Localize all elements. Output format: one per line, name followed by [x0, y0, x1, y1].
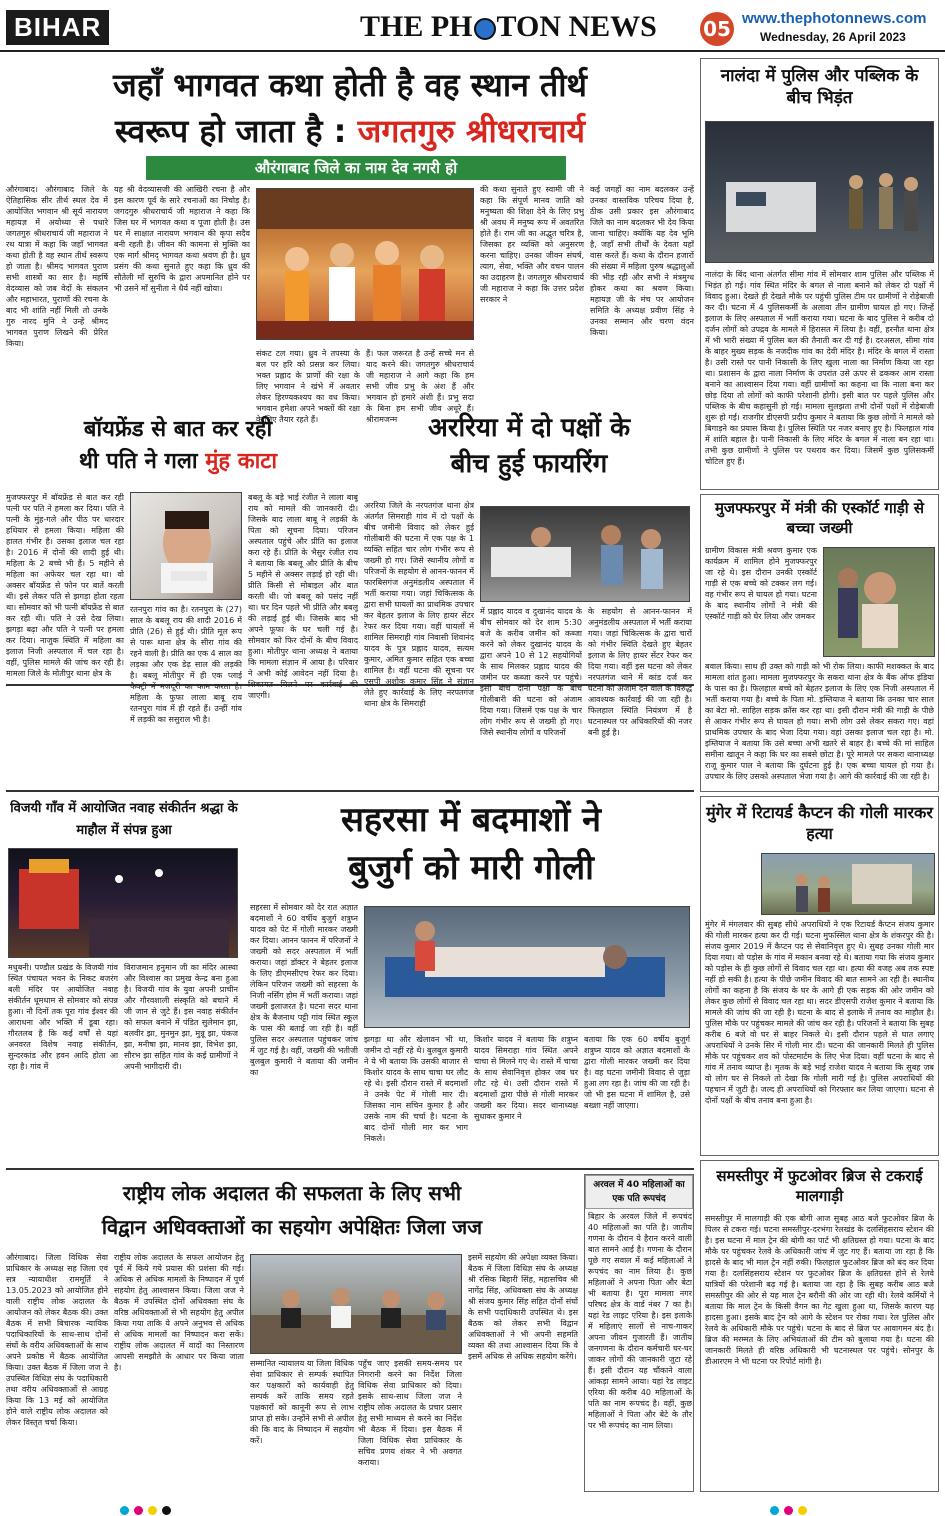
- lead-headline-prefix: स्वरूप हो जाता है :: [114, 112, 358, 150]
- saharsa-photo: [364, 906, 690, 1028]
- lead-headline-line2: [6, 108, 694, 154]
- nalanda-photo: [705, 121, 934, 263]
- saharsa-col-2: झगड़ा था और खेलावन भी था, जमीन दो नहीं रहे थे। बुलबुल कुमारी ने ये भी बताया कि उसकी बाजार से किशोर यादव के साथ चाचा घर लौट रहे थे। इसी दौरान रास्ते में बदमाशों ने उनके पेट में गोली मार दी। जिसका नाम सचिन कुमार है और उसके नाम की चर्चा है। घटना के बाद दोनों गोली मार कर भाग निकले।: [364, 1035, 468, 1143]
- lead-col-2: यह श्री वेदव्यासजी की आखिरी रचना है और इस कारण पूर्व के सारे रचनाओं का निचोड़ है। जगदगुरु श्रीधराचार्य जी महाराज ने कहा कि जिस घर में भागवत कथा व पूजा होती है। उस घर में साक्षात नारायण भगवान की कृपा सदैव बनी रहती है। जीवन की कामना से मुक्ति का एक मार्ग श्रीमद् भागवत कथा श्रवण ही है। ध्रुव प्रसंग की कथा सुनाते हुए कहा कि ध्रुव की सौतेली माँ सुरुचि के द्वारा अपमानित होने पर भी उसने माँ सुनीता ने धैर्य नहीं खोया।: [114, 185, 250, 293]
- araria-headline: [364, 410, 694, 482]
- divider: [6, 790, 694, 792]
- arwal-body: बिहार के अरवल जिले में रूपचंद 40 महिलाओं का पति है। जातीय गणना के दौरान ये हैरान करने वाली बात सामने आई है। गणना के दौरान पूछे गए सवाल में कई महिलाओं ने रूपचंद का नाम लिया है। कुछ महिलाओं ने अपना पिता और बेटा भी बताया है। पूरा मामला नगर परिषद क्षेत्र के वार्ड नंबर 7 का है। यहां रेड लाइट एरिया है। इस इलाके में महिलाएं सालों से नाच-गाकर अपना जीवन गुजारती हैं। जातीय जनगणना के दौरान कर्मचारी घर-घर जाकर लोगों की जानकारी जुटा रहे हैं। इसी दौरान यह चौंकाने वाला आंकड़ा सामने आया। यहां रेड लाइट एरिया की करीब 40 महिलाओं के पति का नाम रूपचंद है। वहीं, कुछ महिलाओं ने पिता और बेटे के तौर पर भी रूपचंद का नाम लिया।: [588, 1212, 692, 1430]
- lok-adalat-headline-line1: राष्ट्रीय लोक अदालत की सफलता के लिए सभी: [122, 1181, 462, 1205]
- section-label: BIHAR: [6, 10, 109, 45]
- page-number: 05: [700, 12, 734, 46]
- color-mark: [770, 1506, 779, 1515]
- lok-adalat-col-1: औरंगाबाद। जिला विधिक सेवा प्राधिकार के अध्यक्ष सह जिला एवं सत्र न्यायाधीश राममूर्ति ने 13.05.2023 को आयोजित होने वाली राष्ट्रीय लोक अदालत के आयोजन को लेकर बैठक की। उक्त बैठक में सभी बिचारक न्यायिक पदाधिकारियों के साथ-साथ दोनों संघों के वरीय अधिवक्ताओं के साथ अपने प्रकोष्ठ में बैठक आयोजित किया। उक्त बैठक में जिला जज ने उपस्थित विधिज्ञ संघ के पदाधिकारी तथा वरीय अधिवक्ताओं से आग्रह किया कि 13 मई को आयोजित होने वाले राष्ट्रीय लोक अदालत को लेकर विस्तृत चर्चा किया।: [6, 1253, 108, 1427]
- munger-intro: [705, 853, 757, 915]
- saharsa-headline-line2: बुजुर्ग को मारी गोली: [348, 848, 594, 888]
- vijayi-photo-art: [9, 849, 238, 958]
- vijayi-col-1: मधुबनी। पण्डौल प्रखंड के विजयी गांव स्थित पंचायत भवन के निकट बजरंग बली मंदिर पर आयोजित नवाह संकीर्तन धूमधाम से सोमवार को संपन्न हुआ। नौ दिनों तक पूरा गांव ईश्वर की आराधना और भक्ति में डूबा रहा। गौरतलब है कि कई वर्षों से यहां अनवरत विशेष नवाह संकीर्तन, सुन्दरकांड और हवन आदि होता आ रहा है। गांव में: [8, 963, 118, 1071]
- lead-col-6: कई जगहों का नाम बदलकर उन्हें उनका वास्तविक परिचय दिया है, ठीक उसी प्रकार इस औरंगाबाद जिले का नाम बदलकर भी देव किया जाना चाहिए। क्योंकि यह देव भूमि है, जहाँ सभी तीर्थों के देवता यहाँ वास करते हैं। कथा के दौरान हजारों की संख्या में महिला पुरुष श्रद्धालुओं की भीड़ रही और सभी ने मंत्रमुग्ध होकर कथा का श्रवण किया। महायज्ञ जी के मंच पर आयोजन समिति के अध्यक्ष प्रवीण सिंह ने उनका सम्मान और चरण वंदन किया।: [590, 185, 694, 337]
- arwal-title: अरवल में 40 महिलाओं का एक पति रूपचंद: [585, 1175, 693, 1209]
- boyfriend-headline-line1: बॉयफ्रेंड से बात कर रही: [83, 417, 273, 442]
- issue-date: Wednesday, 26 April 2023: [760, 30, 906, 44]
- globe-icon: [474, 18, 496, 40]
- munger-story: [700, 796, 939, 1156]
- lead-col-3: संकट टल गया। ध्रुव ने तपस्या के बल पर हरि को प्रसन्न कर लिया। भक्त प्रह्लाद के प्राणों की रक्षा के लिए भगवान ने खंभे में अवतार लेकर हिरण्यकश्यप का वध किया। भगवान हमेशा अपने भक्तों की रक्षा के लिए तैयार रहते हैं।: [256, 349, 360, 424]
- boyfriend-col-1: मुजफ्फरपुर में बॉयफ्रेंड से बात कर रही पत्नी पर पति ने हमला कर दिया। पति ने पत्नी के मुंह-गले और पीठ पर धारदार हथियार से हमला किया। महिला की हालत गंभीर है। उसका इलाज चल रहा है। 2016 में दोनों की शादी हुई थी। महिला के 2 बच्चे भी हैं। 5 महीने से महिला का अफेयर चल रहा था। वो अक्सर बॉयफ्रेंड से फोन पर बातें करती थी। इसे लेकर पति से झगड़ा होता रहता था। सोमवार को भी पत्नी बॉयफ्रेंड से बात कर रही थी। पति ने उसे देख लिया। झगड़ा बढ़ा और पति ने पत्नी पर हमला कर दिया। नाजुक स्थिति में महिला का इलाज निजी अस्पताल में चल रहा है। वहीं, पुलिस मामले की जांच कर रही है। मामला जिले के मोतीपुर थाना क्षेत्र के: [6, 493, 124, 678]
- lok-adalat-photo-art: [251, 1255, 462, 1354]
- araria-headline-line1: अररिया में दो पक्षों के: [427, 413, 631, 443]
- saharsa-headline: [248, 796, 694, 892]
- masthead-left: THE PH: [360, 10, 473, 43]
- boyfriend-story: [6, 410, 350, 490]
- color-mark: [148, 1506, 157, 1515]
- muzaffarpur-photo-art: [824, 548, 935, 657]
- color-mark: [120, 1506, 129, 1515]
- color-mark: [784, 1506, 793, 1515]
- boyfriend-photo-art: [131, 493, 242, 600]
- arwal-story: [584, 1174, 694, 1492]
- boyfriend-col-2: रतनपुरा गांव का है। रतनपुरा के (27) साल के बबलू राय की शादी 2016 में प्रीति (26) से हुई थी। प्रीति मूल रूप से पारू थाना क्षेत्र के सीरा गांव की रहने वाली है। प्रीति का एक 4 साल का लड़का और एक डेढ़ साल की लड़की है। बबलू मोतीपुर में ही एक प्लाई फैक्ट्री में मजदूरी का काम करता है। महिला के फुफा लाला बाबू राय रतनपुरा गांव में ही रहते हैं। उन्हीं गांव में लड़की का ससुराल भी है।: [130, 605, 242, 724]
- lead-col-4: हैं। फल जरूरत है उन्हें सच्चे मन से याद करने की। जगतगुरु श्रीधराचार्य जी महाराज ने आगे कहा कि हम सभी जीव प्रभु के अंश हैं और भगवान हो हमारे अंशी हैं। प्रभु सदा के बिना हम सभी जीव अधूरे हैं। श्रीरामजन्म: [366, 349, 474, 424]
- araria-col-3: के सहयोग से आनन-फानन में अनुमंडलीय अस्पताल में भर्ती कराया गया। जहां चिकित्सक के द्वारा चारों को गंभीर स्थिति देखते हुए बेहतर इलाज के लिए हायर सेंटर रेफर कर दिया गया। वहीं इस घटना को लेकर नरपतगंज थाने में कांड दर्ज कर घटना को अंजाम देने वाले के विरुद्ध आवश्यक कार्रवाई की जा रही है। फिलहाल स्थिति नियंत्रण में है घटनास्थल पर अधिकारियों की नजर बनी हुई है।: [588, 607, 692, 737]
- print-color-marks-right: [770, 1500, 812, 1510]
- print-color-marks-left: [120, 1500, 176, 1510]
- lead-headline: [6, 62, 694, 154]
- boyfriend-headline-line2: [6, 446, 350, 478]
- lok-adalat-col-3: सम्मानित न्यायालय या जिला विधिक सेवा प्राधिकार से सम्पर्क स्थापित कर पक्षकारों को कार्यवाही हेतु सम्पर्क करें ताकि समय रहते पक्षकारों को कानूनी रूप से लाभ प्राप्त हो सके। उन्होंने सभी से अपील की कि वाद के निष्पादन में सहयोग करें।: [250, 1359, 354, 1445]
- saharsa-story: [248, 796, 694, 896]
- nalanda-body: नालंदा के बिंद थाना अंतर्गत सीमा गांव में सोमवार शाम पुलिस और पब्लिक में भिड़ंत हो गई। गांव स्थित मंदिर के बगल से नाला बनाने को लेकर दो पक्षों में विवाद हुआ। देखते ही देखते मौके पर पहुंची पुलिस टीम पर ग्रामीणों ने रोड़ेबाजी कर दी। घटना में 4 पुलिसकर्मी के अलावा तीन ग्रामीण घायल हो गए। जिन्हें इलाज के लिए अस्पताल में भर्ती कराया गया। घटना के बाद पुलिस ने करीब दो दर्जन लोगों को उपद्रव के मामले में हिरासत में लिया है। वहीं, हरनौत थाना क्षेत्र में भी भारी संख्या में पुलिस बल की तैनाती कर दी गई है। दरअसल, सीमा गांव के बाहर मुख्य सड़क के नजदीक गांव का देवी मंदिर है। मंदिर के बगल में रास्ता है। उसी रास्ते पर पानी निकासी के लिए खुला नाला का निर्माण किया जा रहा था। प्रशासन के द्वारा नाला निर्माण के उपरांत उसे ऊपर से ढककर आम रास्ता बनाने का आश्वासन दिया गया। वहीं ग्रामीणों का कहना था कि नाला बना कर छोड़ दिया तो लोगों को काफी परेशानी होगी। इसी बात पर पहले पुलिस और पब्लिक के बीच कहासुनी हो गई। मामला सुलझता तभी दोनों पक्षों में रोड़ेबाजी शुरू हो गई। राजगीर डीएसपी प्रदीप कुमार ने बताया कि कुछ लोगों ने मामले को बिगाड़ने का प्रयास किया है। पुलिस स्थिति पर नजर बनाए हुए है। फिलहाल गांव में शांति बहाल है। पानी निकासी के लिए मंदिर के बगल में नाला बन रहा था। तभी कुछ ग्रामीणों ने पुलिस पर पथराव कर दिया। जिसमें कुछ पुलिसकर्मी चोटिल हुए हैं।: [705, 270, 934, 466]
- vijayi-story: [6, 796, 242, 1164]
- lead-headline-line1: जहाँ भागवत कथा होती है वह स्थान तीर्थ: [112, 66, 588, 104]
- boyfriend-headline-accent: मुंह काटा: [205, 449, 278, 474]
- munger-title: मुंगेर में रिटायर्ड कैप्टन की गोली मारकर हत्या: [706, 803, 933, 843]
- samastipur-title: समस्तीपुर में फुटओवर ब्रिज से टकराई मालगाड़ी: [716, 1167, 923, 1205]
- araria-col-2: में प्रह्लाद यादव व दुखानंद यादव के बीच सोमवार को देर शाम 5:30 बजे के करीब जमीन को कब्जा करने को लेकर दुखानंद यादव के द्वारा अपने 10 से 12 सहयोगियों के साथ मिलकर प्रह्लाद यादव की जमीन पर कब्जा करने पर पहुंचे। इसी बीच दोनों पक्षों के बीच गोलीबारी की घटना को अंजाम दिया गया। जिसमें एक पक्ष के चार लोग गंभीर रूप से जख्मी हो गए। जिसे स्थानीय लोगों व परिजनों: [480, 607, 582, 737]
- muzaffarpur-story: [700, 494, 939, 792]
- lead-subhead: औरंगाबाद जिले का नाम देव नगरी हो: [146, 156, 566, 180]
- saharsa-photo-art: [365, 907, 690, 1028]
- vijayi-photo: [8, 848, 238, 958]
- lead-col-1: औरंगाबाद। औरंगाबाद जिले के ऐतिहासिक सीर तीर्थ स्थल देव में आयोजित भगवान श्री सूर्य नारायण महायज्ञ में अयोध्या से पधारे जगतगुरु श्रीधराचार्य जी महाराज ने रथ यात्रा में कहा कि जहाँ भागवत कथा होती है वह स्थान तीर्थ स्वरूप हो जाता है। श्रीमद भागवत पुराण सभी शास्त्रों का सार है। महर्षि वेदव्यास को जब वेदों के संकलन और महाभारत, पुराणों की रचना के बाद भी शांति नहीं मिली तो उनके गुरु नारद मुनि ने उन्हें श्रीमद भागवत पुराण लिखने की प्रेरित किया।: [6, 185, 108, 348]
- lok-adalat-story: [6, 1174, 578, 1248]
- lead-photo-art: [257, 189, 474, 340]
- munger-body: मुंगेर में मंगलवार की सुबह सीधे अपराधियों ने एक रिटायर्ड कैप्टन संजय कुमार की गोली मारकर हत्या कर दी गई। घटना मुफस्सिल थाना क्षेत्र के शंकरपुर की है। संजय कुमार 2019 में कैप्टन पद से सेवानिवृत्त हुए थे। सुबह उनका गोली मार दिया गया। वो पड़ोस के गांव में मकान बनवा रहे थे। बताया गया कि संजय कुमार को पड़ोस के ही कुछ लोगों से विवाद चल रहा था। हत्या की वजह अब तक स्पष्ट नहीं हो सकी है। हत्या के पीछे जमीन विवाद की बात सामने आ रही है। स्थानीय लोगों का कहना है कि संजय के घर के आगे ही एक सड़क की ओर जमीन को लेकर कुछ लोगों से विवाद चल रहा था। सदर डीएसपी राजेश कुमार ने बताया कि मामले की जांच की जा रही है। घटना के बाद से इलाके में तनाव का माहौल है। पुलिस मौके पर पहुंचकर मामले की जांच कर रही है। परिजनों ने बताया कि सुबह करीब 6 बजे वो घर से बाहर निकले थे। इसी दौरान पहले से घात लगाए अपराधियों ने उनके सिर में गोली मार दी। घटना की जानकारी मिलते ही पुलिस मौके पर पहुंचकर शव को पोस्टमार्टम के लिए भेज दिया। वहीं घटना के बाद से गांव में तनाव व्याप्त है। मृतक के बड़े भाई राजेश यादव ने बताया कि सुबह जब वो लोग घर से निकले तो देखा कि गोली मारी गई है। पुलिस अपराधियों की पहचान में जुटी है। जल्द ही अपराधियों को गिरफ्तार कर लिया जाएगा। घटना से दोनों पक्षों के बीच तनाव बना हुआ है।: [705, 920, 934, 1105]
- vijayi-col-2: विराजमान हनुमान जी का मंदिर आस्था और विश्वास का प्रमुख केन्द्र बना हुआ है। विजयी गांव के युवा अपनी प्राचीन और गौरवशाली संस्कृति को बचाने में जी जान से जुटे हैं। इस नवाह संकीर्तन को सफल बनाने में पंडित सुलेमान झा, बलवीर झा, मुनमुन झा, मुन्नू झा, पंकज झा, मनीषा झा, मानव झा, विभेश झा, सौरभ झा सहित गांव के कई ग्रामीणों ने अपनी भागीदारी दी।: [124, 963, 238, 1071]
- araria-photo: [480, 506, 690, 602]
- araria-story: [364, 410, 694, 490]
- muzaffarpur-photo: [823, 547, 935, 657]
- muzaffarpur-title: मुजफ्फरपुर में मंत्री की एस्कॉर्ट गाड़ी से बच्चा जख्मी: [714, 499, 925, 537]
- saharsa-col-1: सहरसा में सोमवार को देर रात अज्ञात बदमाशों ने 60 वर्षीय बुजुर्ग शत्रुघ्न यादव को पेट में गोली मारकर जख्मी कर दिया। आनन फानन में परिजनों ने जख्मी को सदर अस्पताल में भर्ती कराया। जहां डॉक्टर ने बेहतर इलाज के लिए डीएमसीएच रेफर कर दिया। लेकिन परिजन जख्मी को सहरसा के निजी नर्सिंग होम में भर्ती कराया। जहां जख्मी इलाजरत है। घटना सदर थाना क्षेत्र के बैजनाथ पट्टी गांव स्थित स्कूल के पास की बताई जा रही है। वहीं पुलिस सदर अस्पताल पहुंचकर जांच में जुट गई है। वहीं, जख्मी की भतीजी बुलबुल कुमारी ने बताया की जमीन का: [250, 903, 358, 1077]
- araria-photo-art: [481, 507, 690, 602]
- saharsa-col-3: किशोर यादव ने बताया कि शत्रुघ्न यादव सिमराहा गांव स्थित अपने चाचा से मिलने गए थे। रास्ते में चाचा के साथ सेवानिवृत्त होकर जब घर लौट रहे थे। उसी दौरान रास्ते में बदमाशों द्वारा पीछे से गोली मारकर जख्मी कर दिया। सदर थानाध्यक्ष सुधाकर कुमार ने: [474, 1035, 578, 1121]
- lead-headline-accent: जगतगुरु श्रीधराचार्य: [357, 112, 586, 150]
- divider: [6, 1168, 694, 1170]
- lok-adalat-headline-line2: विद्वान अधिवक्ताओं का सहयोग अपेक्षितः जिला जज: [101, 1215, 483, 1239]
- lok-adalat-photo: [250, 1254, 462, 1354]
- lead-photo: [256, 188, 474, 340]
- lok-adalat-col-4: पहुँच जाए इसकी समय-समय पर निगरानी करने का निर्देश जिला विधिक सेवा प्राधिकार को दिया। इसके साथ-साथ जिला जज ने राष्ट्रीय लोक अदालत के प्रचार प्रसार हेतु सभी माध्यम से करने का निर्देश भी बैठक में दिया। इस बैठक में जिला विधिक सेवा प्राधिकार के सचिव प्रणय शंकर ने भी अवगत कराया।: [358, 1359, 462, 1467]
- lok-adalat-col-2: राष्ट्रीय लोक अदालत के सफल आयोजन हेतु पूर्व में किये गये प्रयास की प्रशंसा की गई। अधिक से अधिक मामलों के निष्पादन में पूर्ण सहयोग हेतु आश्वासन किया। जिला जज ने बैठक में उपस्थित दोनों अधिवक्ता संघ के वरिष्ठ अधिवक्ताओं से भी सहयोग हेतु अपील किया गया ताकि ये अपने अनुभव से अधिक से अधिक मामलों का निष्पादन करा सकें। राष्ट्रीय लोक अदालत में वादों का निस्तारण आपसी समझौते के आधार पर किया जाता है।: [114, 1253, 244, 1372]
- boyfriend-headline: [6, 414, 350, 478]
- boyfriend-headline-prefix: थी पति ने गला: [78, 449, 206, 474]
- muzaffarpur-body-left: ग्रामीण विकास मंत्री श्रवण कुमार एक कार्यक्रम में शामिल होने मुजफ्फरपुर जा रहे थे। इस दौरान उनकी एस्कॉर्ट गाड़ी से एक बच्चे को टक्कर लग गई। वह गंभीर रूप से घायल हो गया। घटना के बाद स्थानीय लोगों ने मंत्री की एस्कॉर्ट गाड़ी को घेर लिया और जमकर: [705, 546, 817, 621]
- saharsa-col-4: बताया कि एक 60 वर्षीय बुजुर्ग शत्रुघ्न यादव को अज्ञात बदमाशों के द्वारा गोली मारकर जख्मी कर दिया है। वह घटना जमीनी विवाद से जुड़ा हुआ लग रहा है। जांच की जा रही है। जो भी इस घटना में शामिल है, उसे बख्शा नहीं जाएगा।: [584, 1035, 690, 1110]
- vijayi-title: विजयी गाँव में आयोजित नवाह संकीर्तन श्रद्धा के माहौल में संपन्न हुआ: [10, 801, 238, 838]
- masthead-right: TON NEWS: [496, 10, 657, 43]
- munger-photo-art: [762, 854, 935, 915]
- nalanda-title: नालंदा में पुलिस और पब्लिक के बीच भिड़ंत: [720, 66, 919, 109]
- saharsa-headline-line1: सहरसा में बदमाशों ने: [341, 800, 601, 840]
- color-mark: [134, 1506, 143, 1515]
- samastipur-story: [700, 1160, 939, 1492]
- munger-photo: [761, 853, 935, 915]
- page-header: [0, 0, 945, 52]
- color-mark: [798, 1506, 807, 1515]
- lead-col-5: की कथा सुनाते हुए स्वामी जी ने कहा कि संपूर्ण मानव जाति को मनुष्यता की शिक्षा देने के लिए प्रभु श्री अवध में मनुष्य रूप में अवतरित होते हैं। राम जी का अद्भुत चरित्र है, जिसका हर व्यक्ति को अनुसरण करना चाहिए। उनका जीवन संघर्ष, त्याग, सेवा, भक्ति और वचन पालन का उदाहरण है। जगतगुरु श्रीधराचार्य जी महाराज ने कहा कि उत्तर प्रदेश सरकार ने: [480, 185, 584, 304]
- color-mark: [162, 1506, 171, 1515]
- masthead-logo: [360, 10, 657, 44]
- araria-headline-line2: बीच हुई फायरिंग: [450, 449, 608, 479]
- lok-adalat-col-5: इसमें सहयोग की अपेक्षा व्यक्त किया। बैठक में जिला विधिज्ञ संघ के अध्यक्ष श्री रसिक बिहारी सिंह, महासचिव श्री नागेंद्र सिंह, अधिवक्ता संघ के अध्यक्ष श्री संजय कुमार सिंह सहित दोनों संघों के सभी पदाधिकारी उपस्थित थे। इस बैठक को लेकर सभी विद्वान अधिवक्ताओं ने भी अपनी सहमति व्यक्त की तथा आश्वासन दिया कि वे इसमें अधिक से अधिक सहयोग करेंगे।: [468, 1253, 578, 1361]
- nalanda-story: [700, 58, 939, 490]
- samastipur-body: समस्तीपुर में मालगाड़ी की एक बोगी आज सुबह आठ बजे फुटओवर ब्रिज के पिलर से टकरा गई। घटना समस्तीपुर-दरभंगा रेलखंड के दलसिंहसराय स्टेशन की है। इस घटना में माल ट्रेन की बोगी का पार्ट भी क्षतिग्रस्त हो गया। घटना के बाद मौके पर पहुंचकर रेलवे के अधिकारी जांच में जुट गए हैं। बताया जा रहा है कि हादसे के बाद भी माल ट्रेन नहीं रुकी। फिलहाल फुटओवर ब्रिज को बंद कर दिया गया है। दलसिंहसराय स्टेशन पर फुटओवर ब्रिज के क्षतिग्रस्त होने से रेलवे यात्रियों की परेशानी बढ़ गई है। बताया जा रहा है कि सुबह करीब आठ बजे समस्तीपुर की ओर से यह माल ट्रेन बरौनी की ओर जा रही थी। रेलवे कर्मियों ने बताया कि माल ट्रेन के किसी वैगन का गेट खुला हुआ था, जिसके कारण यह हादसा हुआ। इसके बाद ट्रेन को आगे के स्टेशन पर रोका गया। रेल पुलिस और रेलवे के अधिकारी मौके पर पहुंचे। घटना के बाद से ब्रिज पर आवागमन बंद है। ब्रिज की मरम्मत के लिए अभियंताओं की टीम को बुलाया गया है। घटना की जानकारी मिलते ही वरिष्ठ अधिकारी भी घटनास्थल पर पहुंचे। सोनपुर के डीआरएम ने भी घटना पर रिपोर्ट मांगी है।: [705, 1214, 934, 1366]
- website-url[interactable]: www.thephotonnews.com: [742, 10, 927, 27]
- boyfriend-col-3: बबलू के बड़े भाई रंजीत ने लाला बाबू राय को मामले की जानकारी दी। जिसके बाद लाला बाबू ने लड़की के पिता को सूचना दिया। परिजन अस्पताल पहुंचे और प्रीति का इलाज करा रहे हैं। प्रीति के भैसुर रंजीत राय ने बताया कि बबलू और प्रीति के बीच 5 महीने से अक्सर लड़ाई हो रही थी। प्रीति किसी से मोबाइल और बात करती थी। जो बबलू को पसंद नहीं था। घर दिन पहले भी प्रीति और बबलू की लड़ाई हुई थी। जिसके बाद भी अपने फूफा के घर चली गई है। सोमवार को फिर दोनों के बीच विवाद हुआ। मोतीपुर थाना अध्यक्ष ने बताया कि मामला संज्ञान में आया है। परिवार ने अभी कोई आवेदन नहीं दिया है। शिकायत मिलने पर कार्रवाई की जाएगी।: [248, 493, 358, 700]
- boyfriend-photo: [130, 492, 242, 600]
- nalanda-photo-art: [706, 122, 934, 263]
- lok-adalat-headline: [6, 1176, 578, 1244]
- araria-col-1: अररिया जिले के नरपतगंज थाना क्षेत्र अंतर्गत सिमराही गांव में दो पक्षों के बीच जमीनी विवाद को लेकर हुई गोलीबारी की घटना में एक पक्ष के 1 व्यक्ति सहित चार लोग गंभीर रूप से जख्मी हो गए। जिसे स्थानीय लोगों व परिजनों के सहयोग से आनन-फानन में फारबिसगंज अनुमंडलीय अस्पताल में भर्ती कराया गया। जहां चिकित्सक के द्वारा सभी घायलों का प्राथमिक उपचार कर बेहतर इलाज के लिए हायर सेंटर रेफर कर दिया गया। वहीं घायलों में शामिल सिमराही गांव निवासी शिवानंद यादव के पुत्र प्रह्लाद यादव, सत्यम कुमार, अमित कुमार सहित एक बच्चा शामिल है। वहीं घटना की सूचना पर एसपी अशोक कुमार सिंह ने संज्ञान लेते हुए कार्रवाई के लिए नरपतगंज थाना क्षेत्र के सिमराही: [364, 501, 474, 708]
- muzaffarpur-body: बवाल किया। साथ ही उक्त को गाड़ी को भी रोक लिया। काफी मशक्कत के बाद मामला शांत हुआ। मामला मुजफ्फरपुर के सकरा थाना क्षेत्र के बैंक ऑफ इंडिया के पास का है। फिलहाल बच्चे को बेहतर इलाज के लिए एक निजी अस्पताल में भर्ती कराया गया है। बच्चे के पिता मो. इम्तियाज ने बताया कि उनका चार साल का बेटा मो. साहिल सड़क क्रॉस कर रहा था। इसी दौरान मंत्री की गाड़ी के पीछे से आकर गंभीर रूप से घायल हो गया। सभी लोग उसे लेकर सकरा गए। वहां प्राथमिक उपचार के बाद भेजा दिया गया। वहां उसका इलाज चल रहा है। मो. इम्तियाज ने बताया कि उसे बच्चा अभी खतरे से बाहर है। बच्चे की मां साहिल समीना खातून ने कहा कि घर का सबसे छोटा है। पूरे मामले पर सकरा थानाध्यक्ष राजू कुमार पाल ने बताया कि दुर्घटना हुई है। एक बच्चा घायल हो गया है। उपचार के लिए उसको अस्पताल भेजा गया है। आगे की कार्रवाई की जा रही है।: [705, 662, 934, 781]
